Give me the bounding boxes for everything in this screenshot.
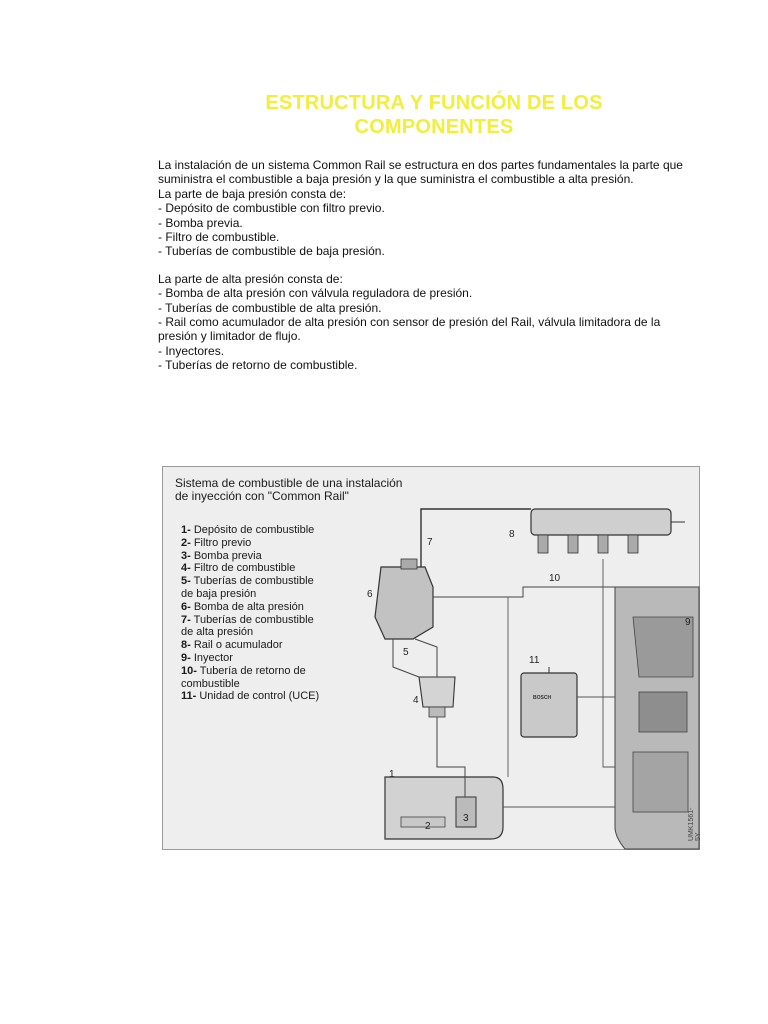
figure-reference-code: UMK1561-5Y (688, 807, 702, 841)
callout-2: 2 (425, 821, 431, 832)
legend-item: 7- Tuberías de combustible (181, 613, 314, 626)
diagram-title (175, 477, 435, 503)
callout-4: 4 (413, 695, 419, 706)
title-line-2: COMPONENTES (354, 116, 514, 138)
legend-item: 8- Rail o acumulador (181, 639, 283, 652)
callout-9: 9 (685, 617, 691, 628)
low-pressure-item: - Tuberías de combustible de baja presión. (158, 244, 385, 259)
high-pressure-item: - Bomba de alta presión con válvula reguladora de presión. (158, 286, 473, 301)
low-pressure-item: - Bomba previa. (158, 215, 243, 230)
legend-item: 1- Depósito de combustible (181, 524, 315, 536)
callout-5: 5 (403, 647, 409, 658)
diagram-title-line-2: de inyección con "Common Rail" (175, 489, 349, 503)
callout-6: 6 (367, 589, 373, 600)
intro-line-2: suministra el combustible a baja presión y la que suministra el combustible a alta presión. (158, 172, 634, 187)
diagram-title-line-1: Sistema de combustible de una instalación (175, 476, 403, 490)
legend-item: 5- Tuberías de combustible (181, 575, 314, 588)
legend-item: de baja presión (181, 587, 257, 600)
intro-line-1: La instalación de un sistema Common Rail se estructura en dos partes fundamentales la parte que (158, 158, 683, 172)
legend-item: combustible (181, 677, 240, 690)
ecu-brand-label: BOSCH (533, 695, 552, 701)
legend-item: 6- Bomba de alta presión (181, 600, 304, 613)
high-pressure-item: - Tuberías de retorno de combustible. (158, 358, 358, 373)
callout-10: 10 (549, 573, 561, 584)
low-pressure-item: - Filtro de combustible. (158, 230, 280, 245)
legend-item: de alta presión (181, 626, 254, 639)
legend-item: 11- Unidad de control (UCE) (181, 690, 320, 703)
callout-3: 3 (463, 813, 469, 824)
high-pressure-item: - Tuberías de combustible de alta presión. (158, 300, 382, 315)
body-text (158, 158, 718, 373)
callout-11: 11 (529, 655, 540, 666)
document-title (160, 91, 708, 139)
title-line-1: ESTRUCTURA Y FUNCIÓN DE LOS (265, 92, 603, 114)
fuel-system-diagram (162, 466, 700, 850)
low-pressure-item: - Depósito de combustible con filtro previo. (158, 201, 385, 216)
callout-1: 1 (389, 769, 395, 780)
high-pressure-heading: La parte de alta presión consta de: (158, 271, 343, 286)
high-pressure-item: - Inyectores. (158, 343, 225, 358)
high-pressure-item: - Rail como acumulador de alta presión con sensor de presión del Rail, válvula limitadora de la (158, 315, 661, 330)
callout-8: 8 (509, 529, 515, 540)
diagram-legend (181, 524, 351, 703)
legend-item: 9- Inyector (181, 651, 233, 664)
legend-item: 4- Filtro de combustible (181, 562, 296, 575)
legend-item: 2- Filtro previo (181, 536, 252, 549)
callout-7: 7 (427, 537, 433, 548)
legend-item: 10- Tubería de retorno de (181, 664, 306, 677)
high-pressure-item: presión y limitador de flujo. (158, 329, 301, 344)
legend-item: 3- Bomba previa (181, 549, 262, 562)
low-pressure-heading: La parte de baja presión consta de: (158, 186, 347, 201)
